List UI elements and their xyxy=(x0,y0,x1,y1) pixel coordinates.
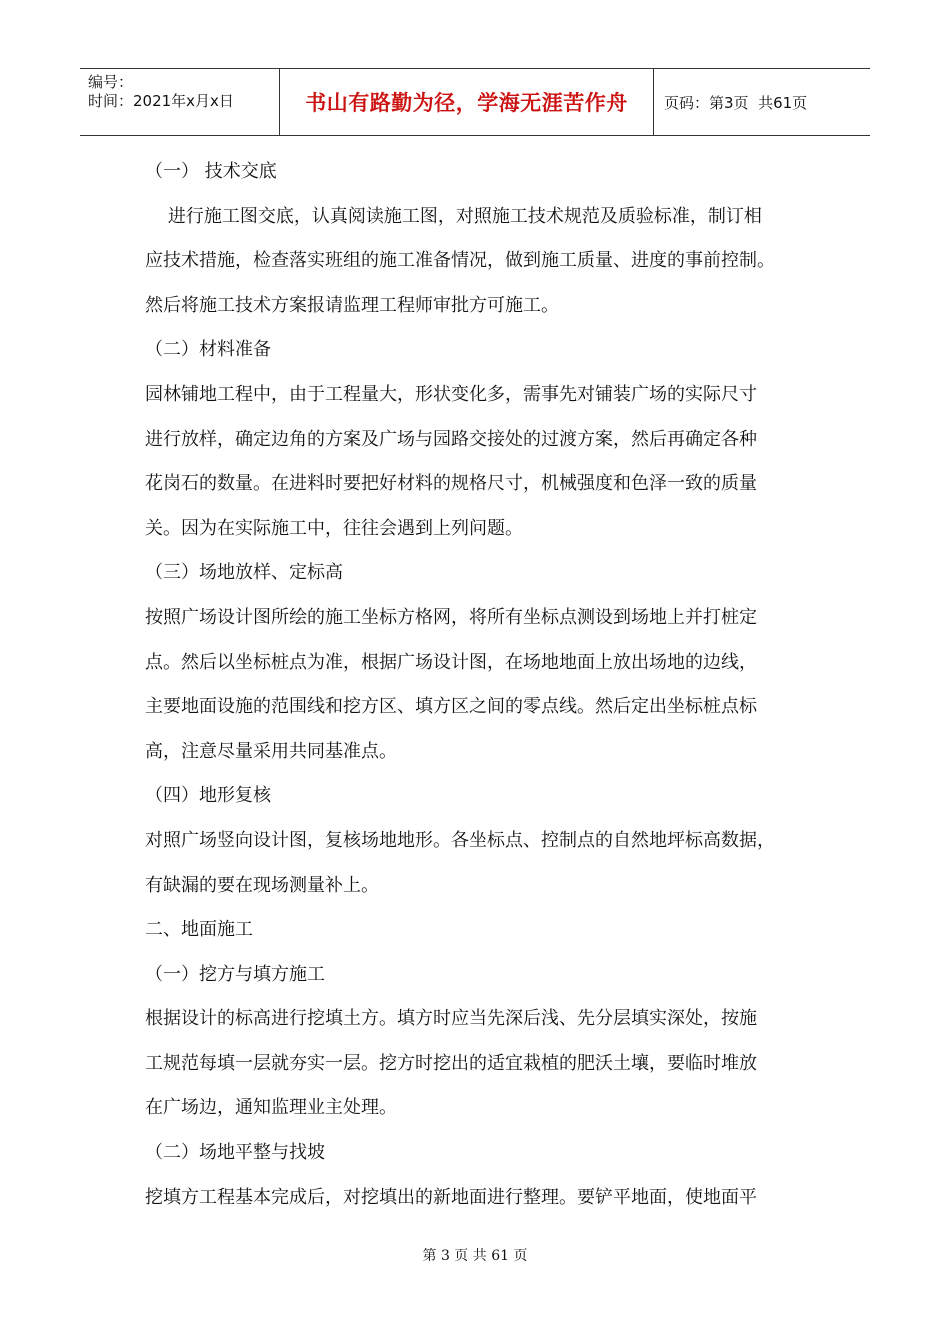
header-motto: 书山有路勤为径，学海无涯苦作舟 xyxy=(305,90,628,115)
header-page-info: 页码：第3页 共61页 xyxy=(664,93,808,112)
body-line: （一） 技术交底 xyxy=(145,161,277,182)
body-line: 工规范每填一层就夯实一层。挖方时挖出的适宜栽植的肥沃土壤，要临时堆放 xyxy=(145,1052,757,1074)
body-line: 主要地面设施的范围线和挖方区、填方区之间的零点线。然后定出坐标桩点标 xyxy=(145,696,757,718)
page-footer: 第 3 页 共 61 页 xyxy=(422,1248,528,1264)
document-date-label: 时间：2021年x月x日 xyxy=(88,92,234,110)
body-line: 进行施工图交底，认真阅读施工图，对照施工技术规范及质验标准，制订相 xyxy=(145,205,762,227)
document-number-label: 编号： xyxy=(88,73,134,91)
body-line: 点。然后以坐标桩点为准，根据广场设计图，在场地地面上放出场地的边线， xyxy=(145,651,757,673)
body-line: （二）材料准备 xyxy=(145,339,271,361)
body-line: 有缺漏的要在现场测量补上。 xyxy=(145,874,379,896)
body-line: （四）地形复核 xyxy=(145,785,271,807)
body-line: 按照广场设计图所绘的施工坐标方格网，将所有坐标点测设到场地上并打桩定 xyxy=(145,606,757,628)
body-line: 高，注意尽量采用共同基准点。 xyxy=(145,740,397,762)
document-body xyxy=(145,150,805,1220)
header-meta-cell xyxy=(80,69,280,135)
body-line: 关。因为在实际施工中，往往会遇到上列问题。 xyxy=(145,517,523,539)
body-line: 应技术措施，检查落实班组的施工准备情况，做到施工质量、进度的事前控制。 xyxy=(145,250,775,272)
body-line: 在广场边，通知监理业主处理。 xyxy=(145,1097,397,1119)
body-line: （二）场地平整与找坡 xyxy=(145,1142,325,1164)
body-line: 园林铺地工程中，由于工程量大，形状变化多，需事先对铺装广场的实际尺寸 xyxy=(145,383,757,405)
header-motto-cell xyxy=(280,69,654,135)
body-line: （三）场地放样、定标高 xyxy=(145,562,343,584)
body-line: 对照广场竖向设计图，复核场地地形。各坐标点、控制点的自然地坪标高数据， xyxy=(145,829,775,851)
body-line: （一）挖方与填方施工 xyxy=(145,963,325,985)
body-line: 根据设计的标高进行挖填土方。填方时应当先深后浅、先分层填实深处，按施 xyxy=(145,1008,757,1030)
document-header xyxy=(80,68,870,136)
body-line: 二、地面施工 xyxy=(145,919,253,941)
body-line: 挖填方工程基本完成后，对挖填出的新地面进行整理。要铲平地面，使地面平 xyxy=(145,1186,757,1208)
body-line: 进行放样，确定边角的方案及广场与园路交接处的过渡方案，然后再确定各种 xyxy=(145,428,757,450)
body-line: 然后将施工技术方案报请监理工程师审批方可施工。 xyxy=(145,294,559,316)
body-line: 花岗石的数量。在进料时要把好材料的规格尺寸，机械强度和色泽一致的质量 xyxy=(145,473,757,495)
